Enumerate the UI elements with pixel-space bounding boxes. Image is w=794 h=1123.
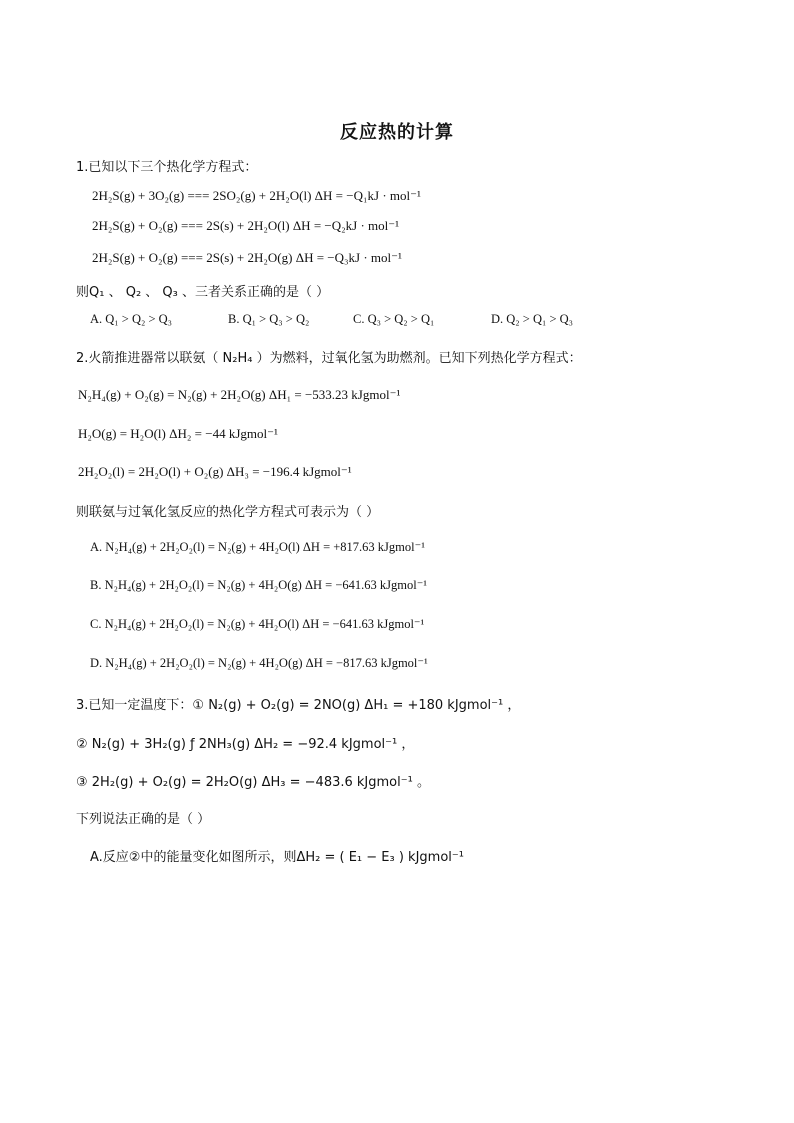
q1-question: 则Q₁ 、 Q₂ 、 Q₃ 、三者关系正确的是（ ） xyxy=(76,285,330,300)
q1-equation-2: 2H₂S(g) + O₂(g) === 2S(s) + 2H₂O(l) ΔH = −Q₂kJ · mol⁻¹ xyxy=(92,218,400,233)
q3-line-3: ③ 2H₂(g) + O₂(g) = 2H₂O(g) ΔH₃ = −483.6 kJgmol⁻¹ 。 xyxy=(76,775,430,790)
q2-option-c: C. N₂H₄(g) + 2H₂O₂(l) = N₂(g) + 4H₂O(l) ΔH = −641.63 kJgmol⁻¹ xyxy=(90,617,425,631)
q1-option-c: C. Q₃ > Q₂ > Q₁ xyxy=(353,312,435,326)
q2-equation-1: N₂H₄(g) + O₂(g) = N₂(g) + 2H₂O(g) ΔH₁ = −533.23 kJgmol⁻¹ xyxy=(78,387,401,402)
q1-stem: 1.已知以下三个热化学方程式： xyxy=(76,160,258,175)
q1-option-d: D. Q₂ > Q₁ > Q₃ xyxy=(491,312,574,326)
q3-option-a: A.反应②中的能量变化如图所示，则ΔH₂ = ( E₁ − E₃ ) kJgmol⁻¹ xyxy=(90,850,464,865)
page-title: 反应热的计算 xyxy=(340,122,454,143)
q3-line-2: ② N₂(g) + 3H₂(g) ƒ 2NH₃(g) ΔH₂ = −92.4 kJgmol⁻¹ ， xyxy=(76,737,415,752)
q1-equation-3: 2H₂S(g) + O₂(g) === 2S(s) + 2H₂O(g) ΔH = −Q₃kJ · mol⁻¹ xyxy=(92,250,402,265)
q2-question: 则联氨与过氧化氢反应的热化学方程式可表示为（ ） xyxy=(76,505,380,520)
q1-option-a: A. Q₁ > Q₂ > Q₃ xyxy=(90,312,173,326)
q2-option-b: B. N₂H₄(g) + 2H₂O₂(l) = N₂(g) + 4H₂O(g) ΔH = −641.63 kJgmol⁻¹ xyxy=(90,578,428,592)
q2-equation-2: H₂O(g) = H₂O(l) ΔH₂ = −44 kJgmol⁻¹ xyxy=(78,426,278,441)
q2-option-a: A. N₂H₄(g) + 2H₂O₂(l) = N₂(g) + 4H₂O(l) ΔH = +817.63 kJgmol⁻¹ xyxy=(90,540,425,554)
q2-option-d: D. N₂H₄(g) + 2H₂O₂(l) = N₂(g) + 4H₂O(g) ΔH = −817.63 kJgmol⁻¹ xyxy=(90,656,428,670)
q1-equation-1: 2H₂S(g) + 3O₂(g) === 2SO₂(g) + 2H₂O(l) ΔH = −Q₁kJ · mol⁻¹ xyxy=(92,188,421,203)
q2-stem: 2.火箭推进器常以联氨（ N₂H₄ ）为燃料，过氧化氢为助燃剂。已知下列热化学方程式： xyxy=(76,351,582,366)
q1-option-b: B. Q₁ > Q₃ > Q₂ xyxy=(228,312,310,326)
q2-equation-3: 2H₂O₂(l) = 2H₂O(l) + O₂(g) ΔH₃ = −196.4 kJgmol⁻¹ xyxy=(78,464,352,479)
q3-line-1: 3.已知一定温度下：① N₂(g) + O₂(g) = 2NO(g) ΔH₁ = +180 kJgmol⁻¹ ， xyxy=(76,698,521,713)
q3-question: 下列说法正确的是（ ） xyxy=(76,812,211,827)
